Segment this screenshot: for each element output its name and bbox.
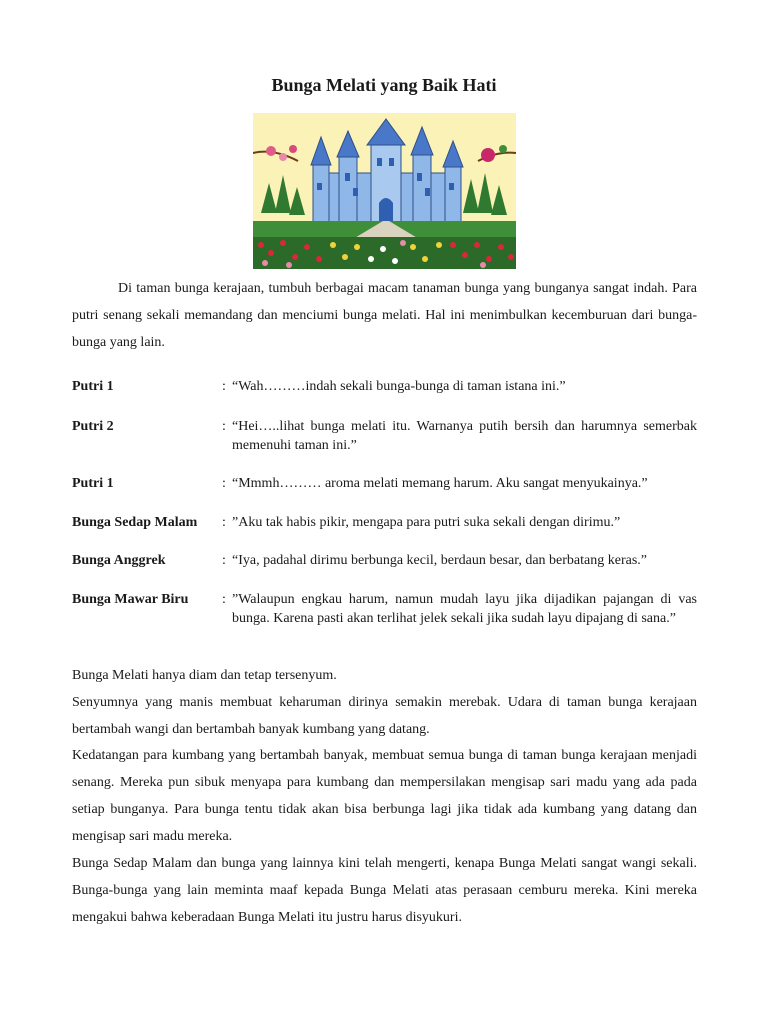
- speaker-name: Putri 1: [72, 476, 114, 491]
- dialogue-line: [72, 474, 697, 494]
- speaker-colon: :: [222, 553, 226, 568]
- closing-paragraph: Bunga Sedap Malam dan bunga yang lainnya kini telah mengerti, kenapa Bunga Melati sangat wangi sekali. Bunga-bunga yang lain meminta maaf kepada Bunga Melati atas perasaan cemburu mereka. Kini mereka mengakui bahwa keberadaan Bunga Melati itu justru harus disyukuri.: [72, 856, 697, 925]
- intro-paragraph: Di taman bunga kerajaan, tumbuh berbagai macam tanaman bunga yang bunganya sangat indah. Para putri senang sekali memandang dan menciumi bunga melati. Hal ini menimbulkan kecemburuan dari bunga-bunga yang lain.: [72, 281, 697, 350]
- castle-garden-illustration: [253, 113, 516, 269]
- speaker-name: Bunga Anggrek: [72, 553, 166, 568]
- dialogue-text: “Hei…..lihat bunga melati itu. Warnanya putih bersih dan harumnya semerbak memenuhi taman ini.”: [232, 419, 697, 453]
- dialogue-text: ”Walaupun engkau harum, namun mudah layu jika dijadikan pajangan di vas bunga. Karena pasti akan terlihat jelek sekali jika sudah layu dipajang di sana.”: [232, 592, 697, 626]
- closing-paragraph: Senyumnya yang manis membuat keharuman dirinya semakin merebak. Udara di taman bunga kerajaan bertambah wangi dan bertambah banyak kumbang yang datang.: [72, 695, 697, 737]
- closing-paragraph: Bunga Melati hanya diam dan tetap tersenyum.: [72, 668, 337, 683]
- speaker-name: Bunga Mawar Biru: [72, 592, 189, 607]
- story-title: Bunga Melati yang Baik Hati: [271, 75, 497, 95]
- dialogue-line: [72, 551, 697, 571]
- dialogue-line: [72, 590, 697, 650]
- dialogue-text: “Wah………indah sekali bunga-bunga di taman istana ini.”: [232, 379, 566, 394]
- speaker-colon: :: [222, 379, 226, 394]
- dialogue-text: “Iya, padahal dirimu berbunga kecil, berdaun besar, dan berbatang keras.”: [232, 553, 647, 568]
- speaker-colon: :: [222, 476, 226, 491]
- speaker-name: Putri 2: [72, 419, 114, 434]
- dialogue-line: [72, 513, 697, 533]
- speaker-colon: :: [222, 592, 226, 607]
- speaker-name: Bunga Sedap Malam: [72, 515, 198, 530]
- dialogue-text: ”Aku tak habis pikir, mengapa para putri suka sekali dengan dirimu.”: [232, 515, 621, 530]
- speaker-name: Putri 1: [72, 379, 114, 394]
- speaker-colon: :: [222, 515, 226, 530]
- dialogue-line: [72, 377, 697, 397]
- speaker-colon: :: [222, 419, 226, 434]
- closing-paragraph: Kedatangan para kumbang yang bertambah banyak, membuat semua bunga di taman bunga kerajaan menjadi senang. Mereka pun sibuk menyapa para kumbang dan mempersilakan mengisap sari madu yang ada pada setiap bunganya. Para bunga tentu tidak akan bisa berbunga lagi jika tidak ada kumbang yang datang dan mengisap sari madu mereka.: [72, 748, 697, 844]
- dialogue-text: “Mmmh……… aroma melati memang harum. Aku sangat menyukainya.”: [232, 476, 648, 491]
- dialogue-line: [72, 417, 697, 457]
